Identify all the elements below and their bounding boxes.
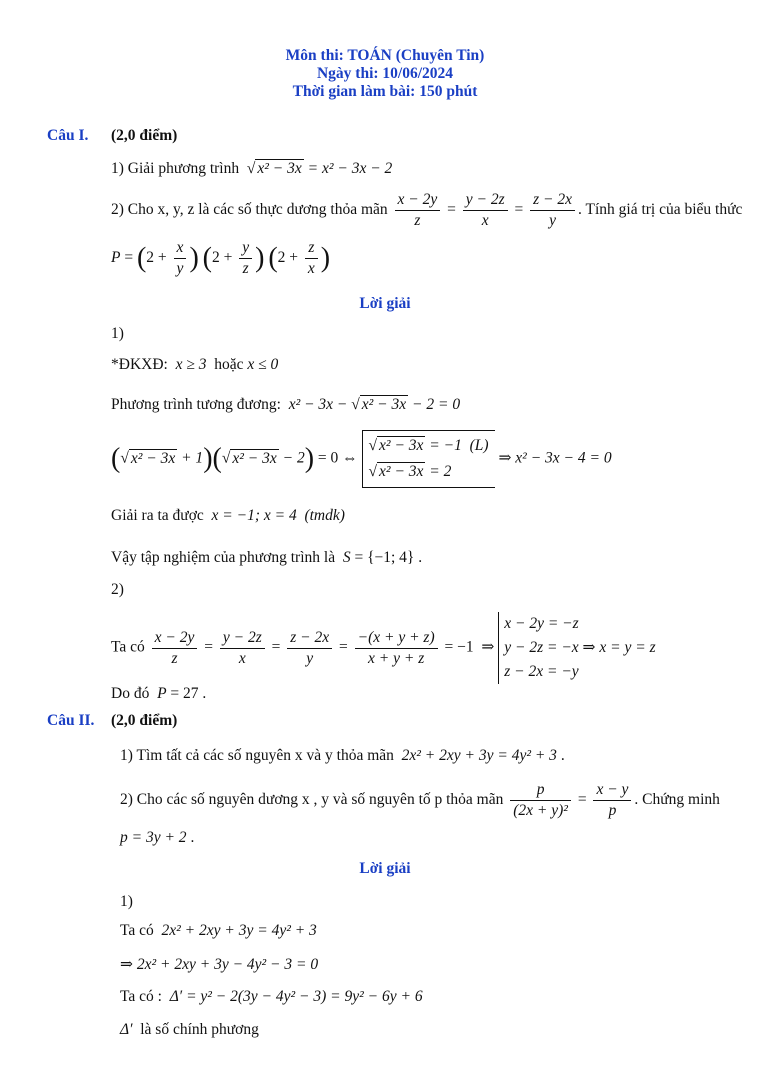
q1-ratio-chain: Ta có $\frac{x - 2y}{z}$ = $\frac{y - 2z}{x}$ = $\frac{z - 2x}{y}$ = $\frac{-(x + y + z)}{x + y + z}$ = −1 ⇒ x − 2y = −z y − 2z = −x ⇒ x = y = z z − 2x = −y [111, 612, 656, 684]
question-2-label: Câu II. [47, 712, 95, 729]
q1-roots: Giải ra ta được x = −1; x = 4 (tmdk) [111, 507, 345, 524]
q1-result: Do đó P = 27 . [111, 685, 207, 702]
q1-part2: 2) Cho x, y, z là các số thực dương thỏa mãn $\frac{x - 2y}{z}$ = $\frac{y - 2z}{x}$ = $\frac{z - 2x}{y}$ . Tính giá trị của biểu thức [111, 191, 743, 229]
exam-date: Ngày thi: 10/06/2024 [316, 65, 454, 82]
q2-claim: p = 3y + 2 . [120, 829, 195, 846]
q2-step4: Δ′ là số chính phương [120, 1021, 259, 1038]
q2-part2: 2) Cho các số nguyên dương x , y và số nguyên tố p thỏa mãn $\frac{p}{\text{(2x + y)²}}$ = $\frac{x - y}{p}$ . Chứng minh [120, 781, 720, 819]
q1-domain: *ĐKXĐ: x ≥ 3 hoặc x ≤ 0 [111, 356, 279, 373]
q1-sol-part1: 1) [111, 325, 124, 342]
question-1-label: Câu I. [47, 127, 89, 144]
q1-factor: (√ x² − 3x + 1)(√ x² − 3x − 2) = 0 ⇔ √ x² − 3x = −1 (L) √ x² − 3x = 2 ⇒ x² − 3x − 4 = 0 [111, 430, 612, 488]
q2-sol-part1: 1) [120, 893, 133, 910]
exam-duration: Thời gian làm bài: 150 phút [292, 83, 478, 100]
q2-step1: Ta có 2x² + 2xy + 3y = 4y² + 3 [120, 922, 317, 939]
q1-solution-title: Lời giải [359, 295, 411, 312]
q1-expression-p: P = (2 + $\frac{x}{y}$ ) (2 + $\frac{y}{z}$ ) (2 + $\frac{z}{x}$ ) [111, 239, 331, 277]
q2-step2: ⇒ 2x² + 2xy + 3y − 4y² − 3 = 0 [120, 956, 319, 973]
q2-step3: Ta có : Δ′ = y² − 2(3y − 4y² − 3) = 9y² − 6y + 6 [120, 988, 423, 1005]
q2-solution-title: Lời giải [359, 860, 411, 877]
q1-part1: 1) Giải phương trình √ x² − 3x = x² − 3x − 2 [111, 160, 393, 177]
exam-subject: Môn thi: TOÁN (Chuyên Tin) [285, 47, 485, 64]
q2-part1: 1) Tìm tất cả các số nguyên x và y thỏa mãn 2x² + 2xy + 3y = 4y² + 3 . [120, 747, 565, 764]
question-1-points: (2,0 điểm) [111, 127, 178, 144]
q1-equivalent: Phương trình tương đương: x² − 3x − √ x² − 3x − 2 = 0 [111, 396, 461, 413]
q1-solution-set: Vậy tập nghiệm của phương trình là S = {−1; 4} . [111, 549, 423, 566]
question-2-points: (2,0 điểm) [111, 712, 178, 729]
q1-sol-part2: 2) [111, 581, 124, 598]
